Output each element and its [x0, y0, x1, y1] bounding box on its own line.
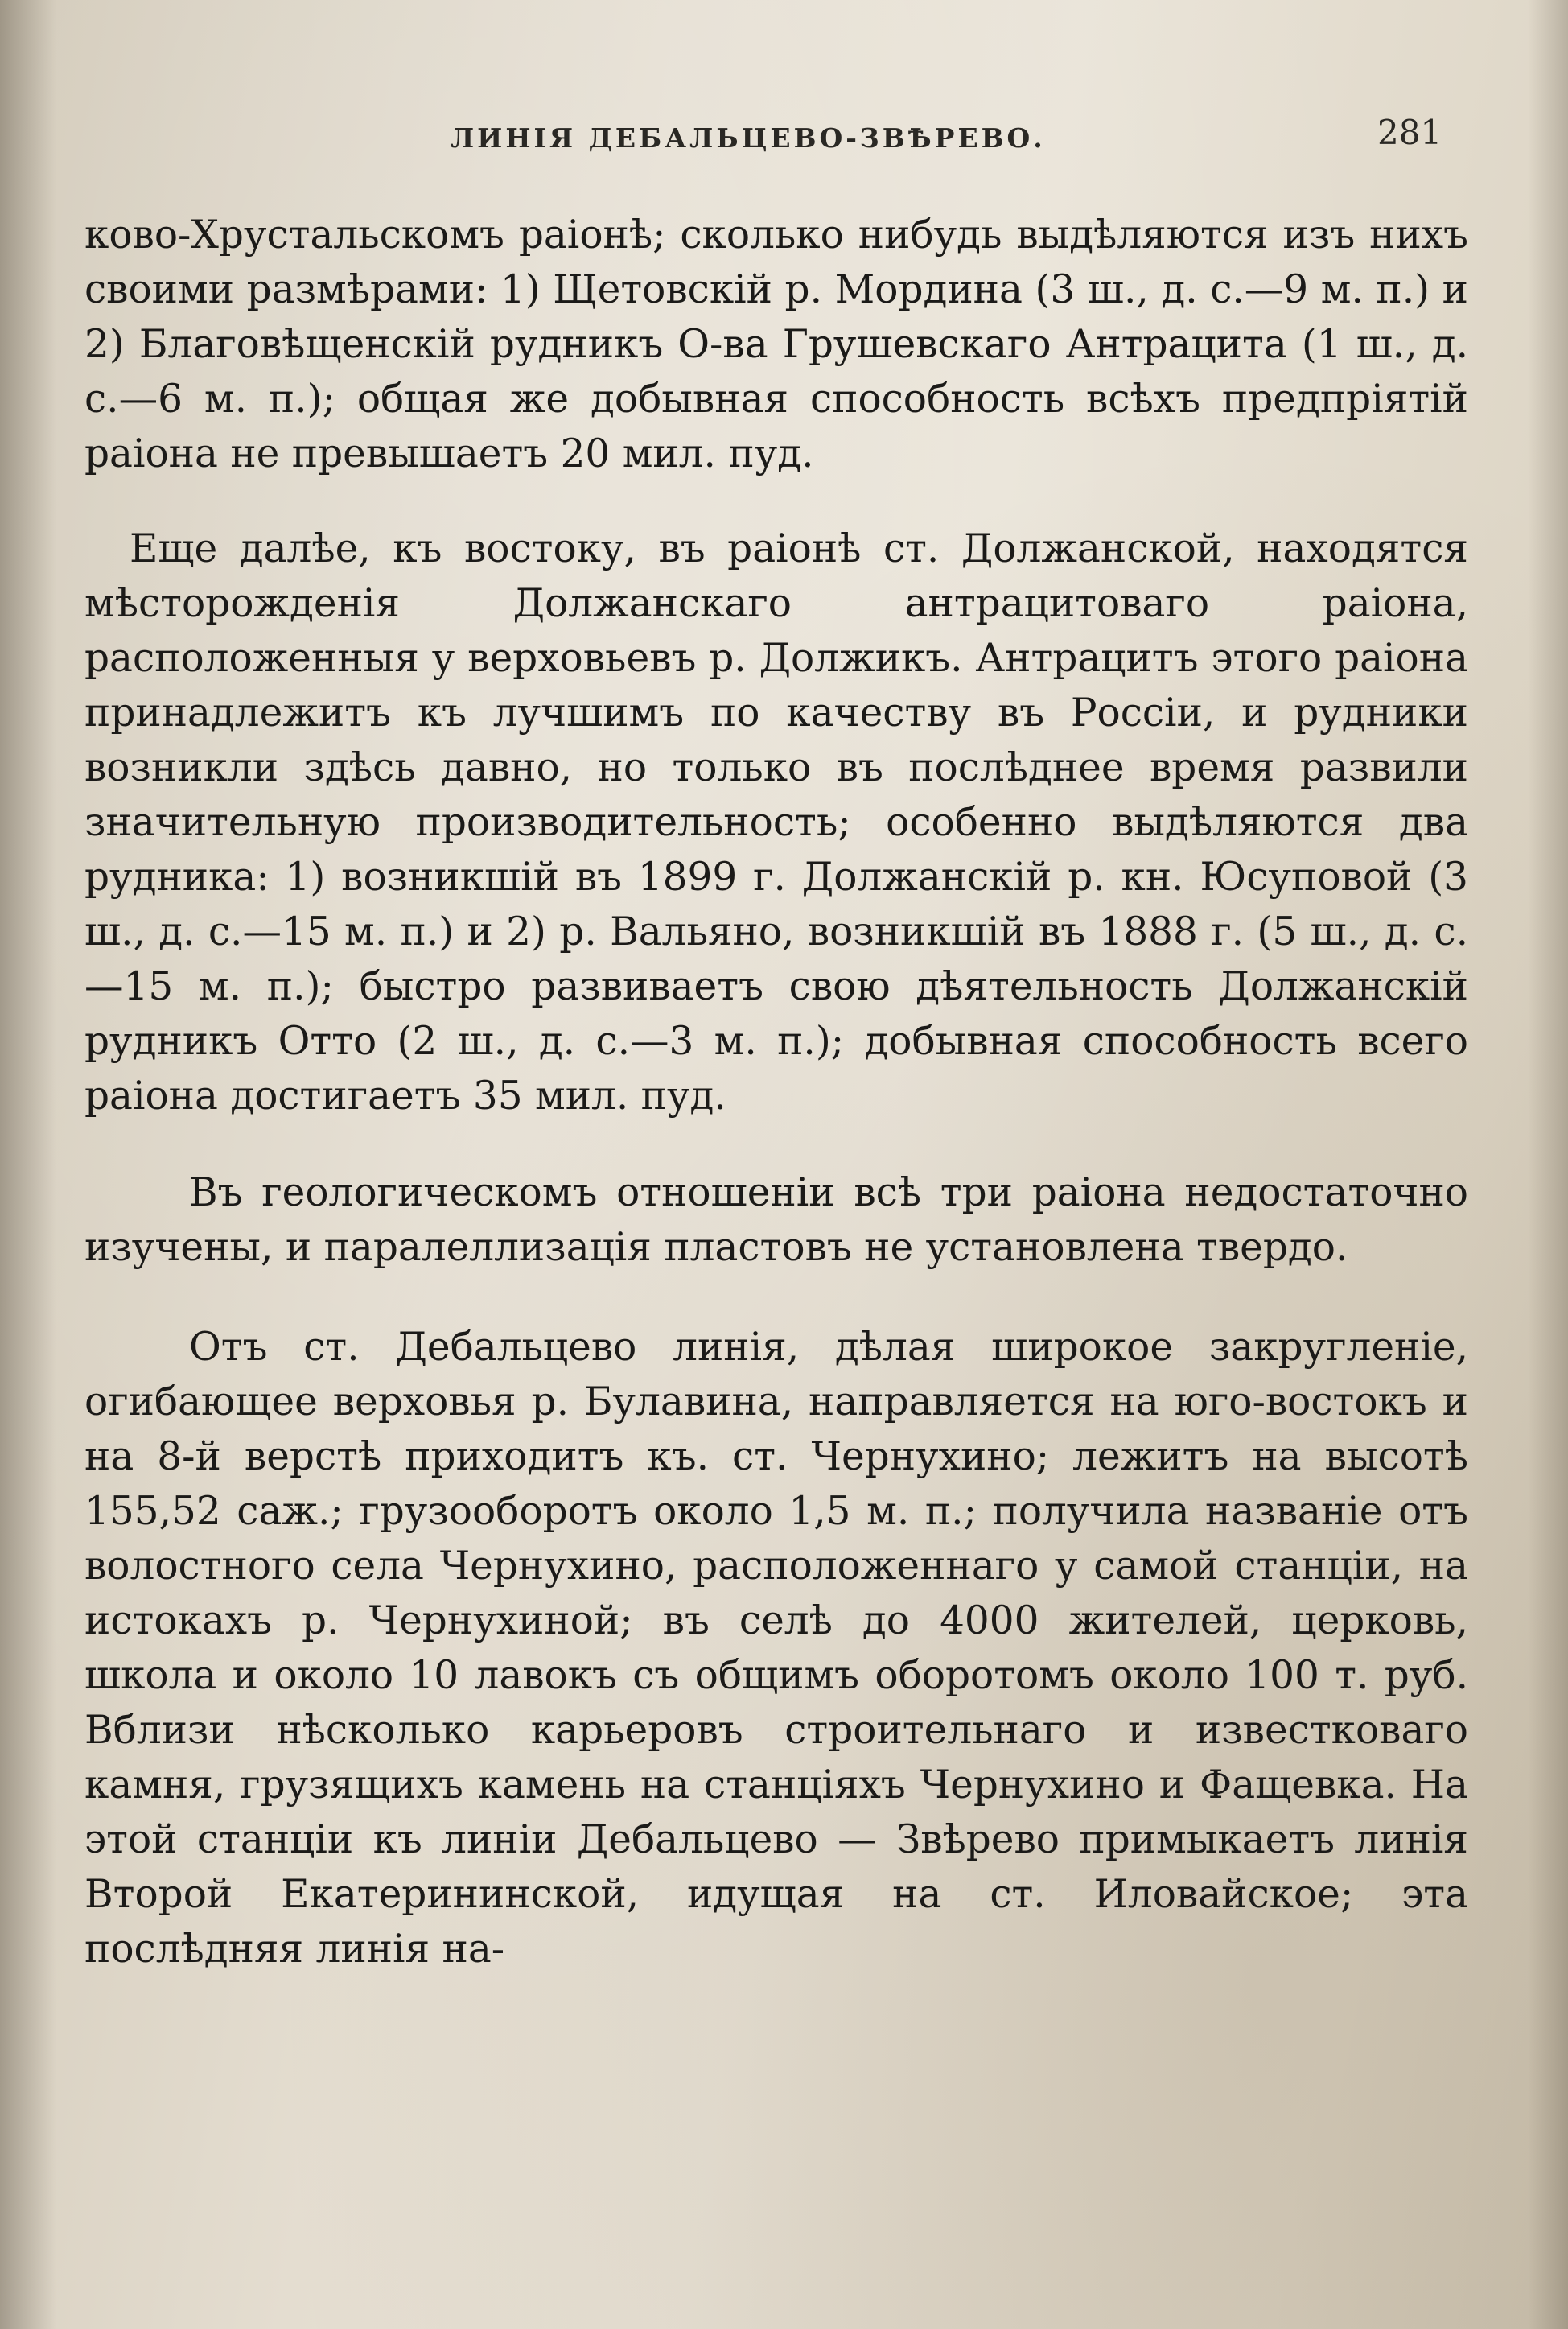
- page-number: 281: [1377, 113, 1442, 152]
- paragraph-3: Въ геологическомъ отношеніи всѣ три раіона недостаточно изучены, и паралеллизація пластовъ не установлена твердо.: [84, 1170, 1468, 1270]
- paragraph-4: Отъ ст. Дебальцево линія, дѣлая широкое закругленіе, огибающее верховья р. Булавина, направляется на юго-востокъ и на 8-й верстѣ приходитъ къ. ст. Чернухино; лежитъ на высотѣ 155,52 саж.; грузооборотъ около 1,5 м. п.; получила названіе отъ волостного села Чернухино, расположеннаго у самой станціи, на истокахъ р. Чернухиной; въ селѣ до 4000 жителей, церковь, школа и около 10 лавокъ съ общимъ оборотомъ около 100 т. руб. Вблизи нѣсколько карьеровъ строительнаго и известковаго камня, грузящихъ камень на станціяхъ Чернухино и Фащевка. На этой станціи къ линіи Дебальцево — Звѣрево примыкаетъ линія Второй Екатерининской, идущая на ст. Иловайское; эта послѣдняя линія на-: [84, 1325, 1468, 1972]
- paragraph-1: ково-Хрустальскомъ раіонѣ; сколько нибудь выдѣляются изъ нихъ своими размѣрами: 1) Щетовскій р. Мордина (3 ш., д. с.—9 м. п.) и 2) Благовѣщенскій рудникъ О-ва Грушевскаго Антрацита (1 ш., д. с.—6 м. п.); общая же добывная способность всѣхъ предпріятій раіона не превышаетъ 20 мил. пуд.: [84, 212, 1468, 476]
- running-title: ЛИНІЯ ДЕБАЛЬЦЕВО-ЗВѢРЕВО.: [451, 122, 1046, 154]
- body-text: [84, 208, 1468, 1977]
- paragraph-2: Еще далѣе, къ востоку, въ раіонѣ ст. Должанской, находятся мѣсторожденія Должанскаго антрацитоваго раіона, расположенныя у верховьевъ р. Должикъ. Антрацитъ этого раіона принадлежитъ къ лучшимъ по качеству въ Россіи, и рудники возникли здѣсь давно, но только въ послѣднее время развили значительную производительность; особенно выдѣляются два рудника: 1) возникшій въ 1899 г. Должанскій р. кн. Юсуповой (3 ш., д. с.—15 м. п.) и 2) р. Вальяно, возникшій въ 1888 г. (5 ш., д. с.—15 м. п.); быстро развиваетъ свою дѣятельность Должанскій рудникъ Отто (2 ш., д. с.—3 м. п.); добывная способность всего раіона достигаетъ 35 мил. пуд.: [84, 526, 1468, 1119]
